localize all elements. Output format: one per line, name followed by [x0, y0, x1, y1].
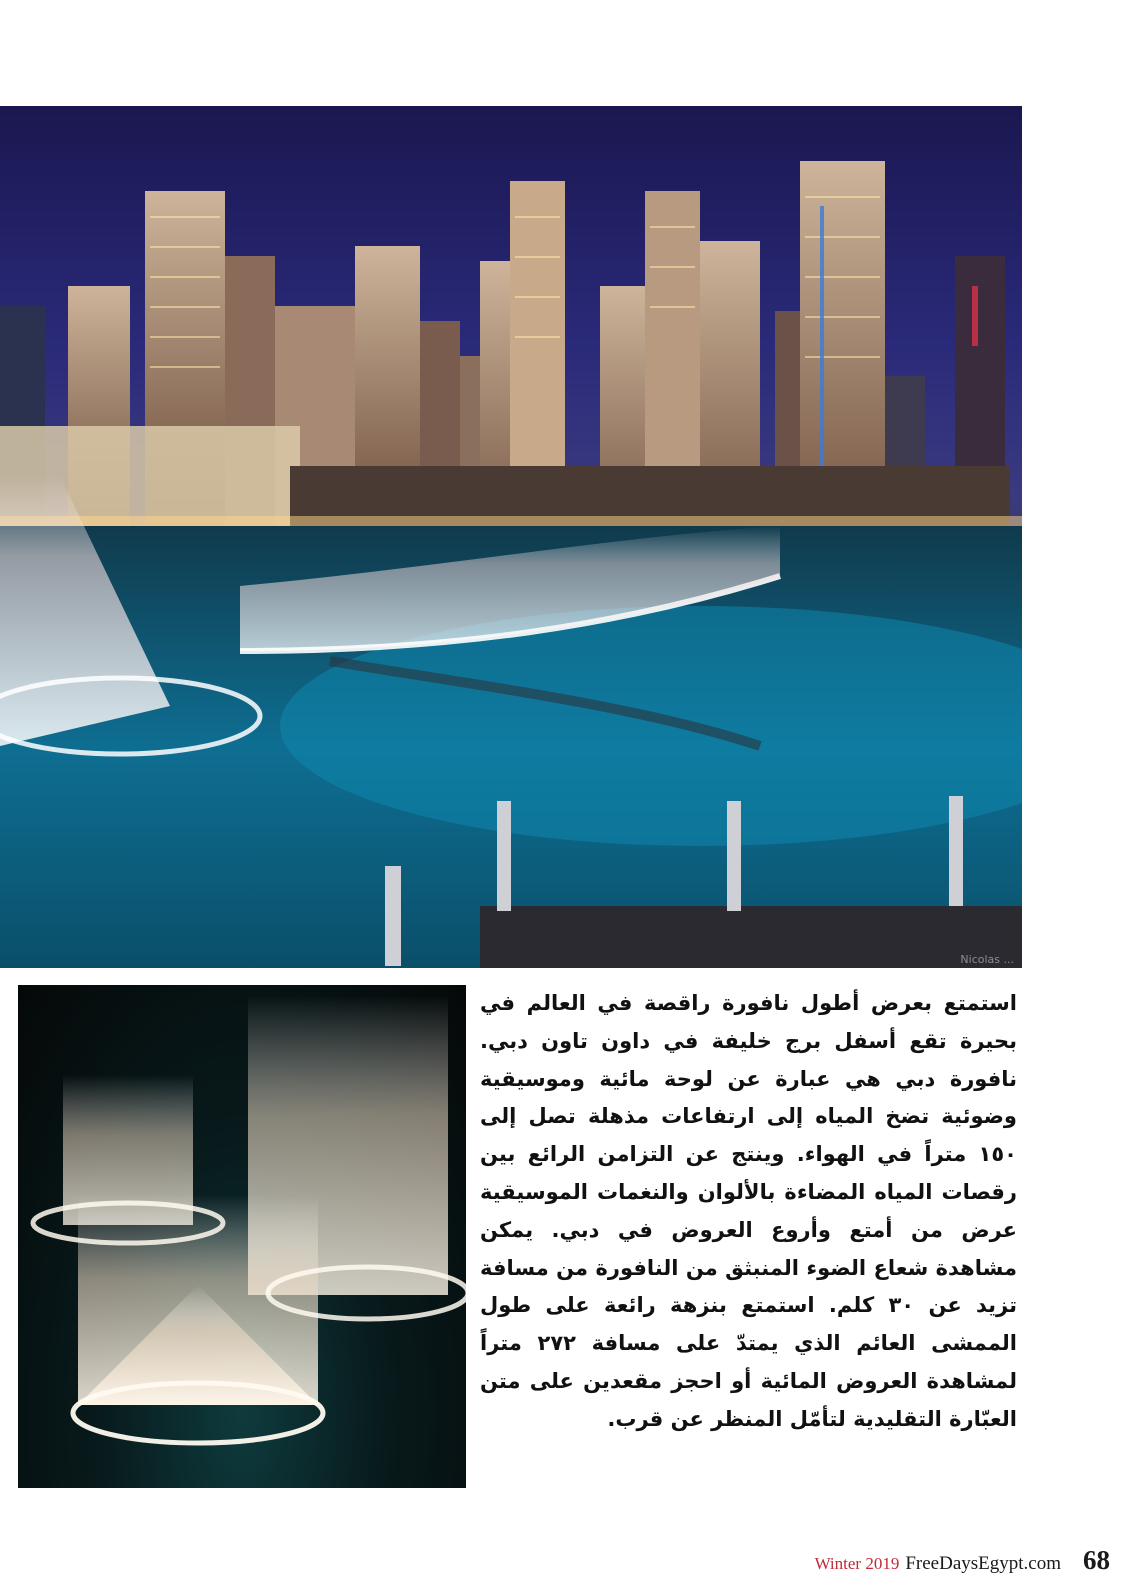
website-name: FreeDaysEgypt.com: [905, 1553, 1061, 1574]
hero-photo: [0, 106, 1022, 968]
fountain-closeup-photo: [18, 985, 466, 1488]
article-body: استمتع بعرض أطول نافورة راقصة في العالم في بحيرة تقع أسفل برج خليفة في داون تاون دبي. نافورة دبي هي عبارة عن لوحة مائية وموسيقية وضوئية تضخ المياه إلى ارتفاعات مذهلة تصل إلى ١٥٠ متراً في الهواء. وينتج عن التزامن الرائع بين رقصات المياه المضاءة بالألوان والنغمات الموسيقية عرض من أمتع وأروع العروض في دبي. يمكن مشاهدة شعاع الضوء المنبثق من النافورة من مسافة تزيد عن ٣٠ كلم. استمتع بنزهة رائعة على طول الممشى العائم الذي يمتدّ على مسافة ٢٧٢ متراً لمشاهدة العروض المائية أو احجز مقعدين على متن العبّارة التقليدية لتأمّل المنظر عن قرب.: [480, 991, 1017, 1431]
fountain-jets-illustration: [18, 985, 466, 1488]
dubai-skyline-illustration: [0, 106, 1022, 968]
issue-season: Winter 2019: [814, 1554, 900, 1573]
page-number: 68: [1083, 1545, 1110, 1575]
page-footer: [815, 1545, 1110, 1576]
photo-credit: Nicolas ...: [960, 953, 1014, 966]
